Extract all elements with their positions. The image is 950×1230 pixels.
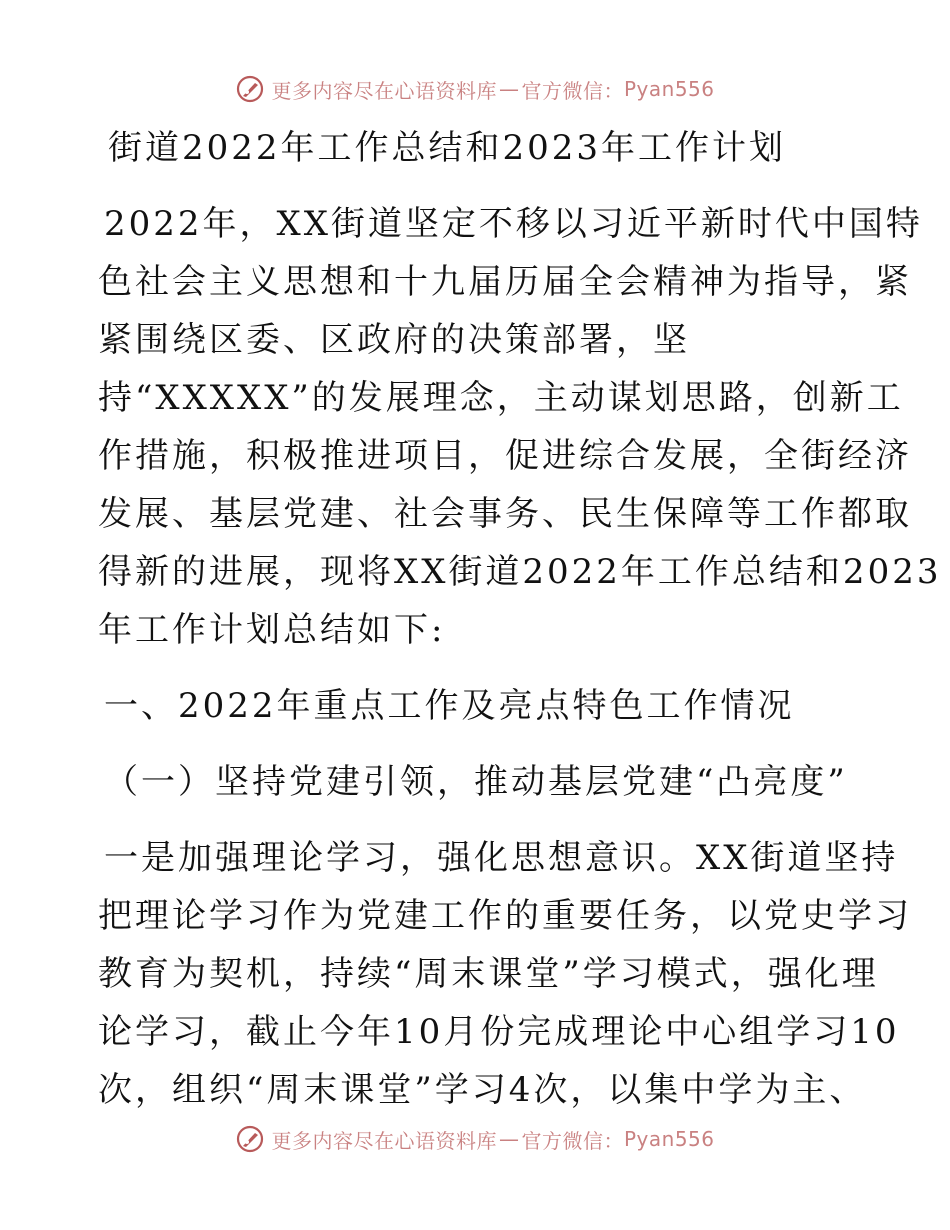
intro-line-6: 发展、基层党建、社会事务、民生保障等工作都取 bbox=[98, 494, 912, 534]
body-line-2: 把理论学习作为党建工作的重要任务，以党史学习 bbox=[98, 896, 912, 936]
body-line-3: 教育为契机，持续“周末课堂”学习模式，强化理 bbox=[98, 954, 879, 994]
body-line-4: 论学习，截止今年10月份完成理论中心组学习10 bbox=[98, 1012, 900, 1052]
body-line-5: 次，组织“周末课堂”学习4次，以集中学为主、 bbox=[98, 1070, 867, 1110]
watermark-contact-id: Pyan556 bbox=[623, 1127, 715, 1151]
watermark-contact-label: 官方微信： bbox=[521, 78, 624, 103]
intro-line-5: 作措施，积极推进项目，促进综合发展，全街经济 bbox=[98, 436, 912, 476]
intro-line-1: 2022年，XX街道坚定不移以习近平新时代中国特 bbox=[104, 204, 923, 244]
intro-line-2: 色社会主义思想和十九届历届全会精神为指导，紧 bbox=[98, 262, 912, 302]
watermark-text: 更多内容尽在心语资料库 bbox=[271, 78, 497, 103]
intro-line-8: 年工作计划总结如下: bbox=[98, 610, 446, 650]
footer-watermark bbox=[0, 1124, 950, 1154]
subsection-heading: （一）坚持党建引领，推动基层党建“凸亮度” bbox=[104, 762, 848, 802]
watermark-contact-id: Pyan556 bbox=[623, 77, 715, 101]
watermark-separator: — bbox=[498, 1127, 520, 1151]
intro-line-4: 持“XXXXX”的发展理念，主动谋划思路，创新工 bbox=[98, 378, 904, 418]
watermark-contact-label: 官方微信： bbox=[521, 1128, 624, 1153]
body-line-1: 一是加强理论学习，强化思想意识。XX街道坚持 bbox=[104, 838, 899, 878]
intro-line-3: 紧围绕区委、区政府的决策部署，坚 bbox=[98, 320, 690, 360]
document-title: 街道2022年工作总结和2023年工作计划 bbox=[108, 128, 787, 168]
quill-logo-icon bbox=[235, 1124, 265, 1154]
quill-logo-icon bbox=[235, 74, 265, 104]
watermark-text: 更多内容尽在心语资料库 bbox=[271, 1128, 497, 1153]
header-watermark bbox=[0, 74, 950, 104]
intro-line-7: 得新的进展，现将XX街道2022年工作总结和2023 bbox=[98, 552, 942, 592]
section-heading: 一、2022年重点工作及亮点特色工作情况 bbox=[104, 686, 795, 726]
watermark-separator: — bbox=[498, 77, 520, 101]
